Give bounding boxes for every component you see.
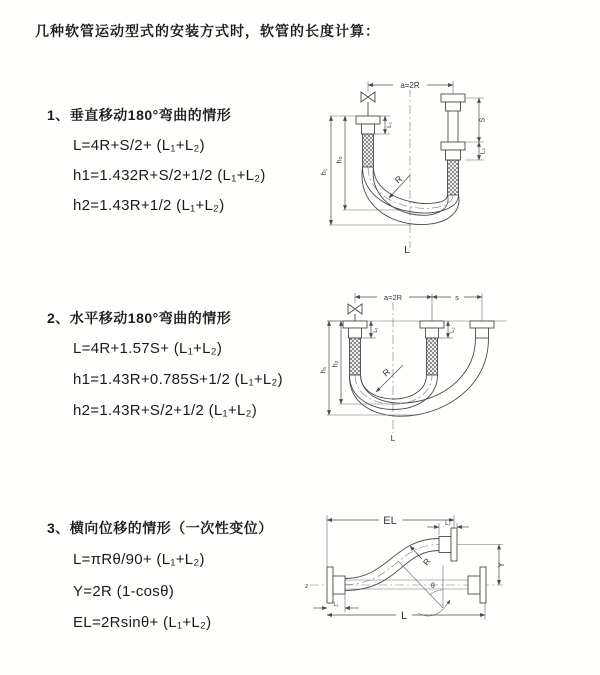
upper-right-flange	[451, 528, 457, 561]
dim-h1-h2	[319, 321, 416, 415]
left-pipe-with-valve	[343, 304, 367, 375]
radius-callout	[410, 546, 432, 567]
braided-hose-section	[350, 338, 361, 375]
section3-heading: 3、横向位移的情形（一次性变位）	[47, 520, 273, 536]
dim-label-L: L	[400, 610, 408, 622]
right-flange-original	[480, 567, 486, 603]
section2-formula-h1: h1=1.43R+0.785S+1/2 (L₁+L₂)	[73, 371, 283, 388]
section3-formula-L: L=πRθ/90+ (L₁+L₂)	[73, 551, 205, 568]
dim-label-h2: h₂	[330, 360, 340, 368]
section1-formula-h1: h1=1.432R+S/2+1/2 (L₁+L₂)	[73, 167, 266, 184]
valve-icon	[348, 304, 362, 314]
middle-pipe	[420, 321, 444, 375]
dim-label-EL: EL	[383, 515, 397, 527]
axis-mark: z	[305, 583, 309, 590]
section3-formula-EL: EL=2Rsinθ+ (L₁+L₂)	[73, 614, 212, 631]
dim-label-h1: h₁	[319, 168, 328, 176]
radius-callout	[389, 173, 410, 198]
diagram-lateral-displacement	[300, 495, 600, 650]
braided-hose-section	[448, 160, 459, 195]
dim-label-h2: h₂	[334, 156, 344, 164]
page-title: 几种软管运动型式的安装方式时，软管的长度计算：	[35, 23, 380, 39]
hose-u-bend-curves	[349, 338, 488, 416]
radius-label: R	[420, 556, 433, 568]
dim-label-L1: L₁	[386, 122, 393, 128]
left-flange	[327, 567, 345, 603]
hose-u-bend-curves	[362, 167, 459, 225]
dim-S-L2	[465, 98, 487, 160]
dim-L1-bottom	[313, 594, 359, 612]
dim-label-Y: Y	[497, 562, 506, 568]
radius-callout	[376, 365, 403, 392]
dim-L2-top	[427, 521, 469, 535]
section2-formula-h2: h2=1.43R+S/2+1/2 (L₁+L₂)	[73, 402, 258, 419]
dim-label-L1: L₁	[333, 602, 339, 608]
dim-label-L2: L₂	[445, 521, 451, 527]
left-pipe-with-valve	[356, 92, 380, 167]
section2-formula-L: L=4R+1.57S+ (L₁+L₂)	[73, 340, 223, 357]
diagram-vertical-180-bend	[315, 70, 600, 265]
right-pipe-moved-position	[470, 321, 494, 338]
radius-label: R	[380, 366, 393, 379]
dim-label-s: s	[455, 293, 459, 302]
right-pipe	[441, 94, 465, 195]
theta-label: θ	[431, 583, 435, 590]
dim-label-S: S	[477, 117, 487, 123]
dim-label-L2: L₂	[479, 147, 487, 155]
dim-label-L1: L₁	[373, 327, 379, 333]
section2-heading: 2、水平移动180°弯曲的情形	[47, 310, 232, 326]
dim-a-2R-and-s	[355, 292, 482, 321]
diagram-horizontal-180-bend	[315, 283, 600, 455]
section1-heading: 1、垂直移动180°弯曲的情形	[47, 107, 232, 123]
dim-L-bottom	[327, 603, 485, 622]
braided-hose-section	[363, 134, 374, 167]
dim-label-a2R: a=2R	[400, 81, 420, 90]
dim-a-2R	[368, 80, 453, 94]
length-label: L	[390, 433, 396, 443]
dim-label-a2R: a=2R	[383, 293, 403, 302]
s-curve-hose	[345, 528, 457, 591]
length-label: L	[404, 244, 410, 256]
section1-formula-L: L=4R+S/2+ (L₁+L₂)	[73, 137, 205, 154]
radius-label: R	[392, 173, 405, 186]
section3-formula-Y: Y=2R (1-cosθ)	[73, 583, 175, 600]
dim-label-L2: L₂	[450, 327, 456, 333]
section1-formula-h2: h2=1.43R+1/2 (L₁+L₂)	[73, 197, 225, 214]
valve-icon	[361, 92, 375, 102]
braided-hose-section	[427, 338, 438, 375]
dim-label-h1: h₁	[318, 366, 328, 374]
